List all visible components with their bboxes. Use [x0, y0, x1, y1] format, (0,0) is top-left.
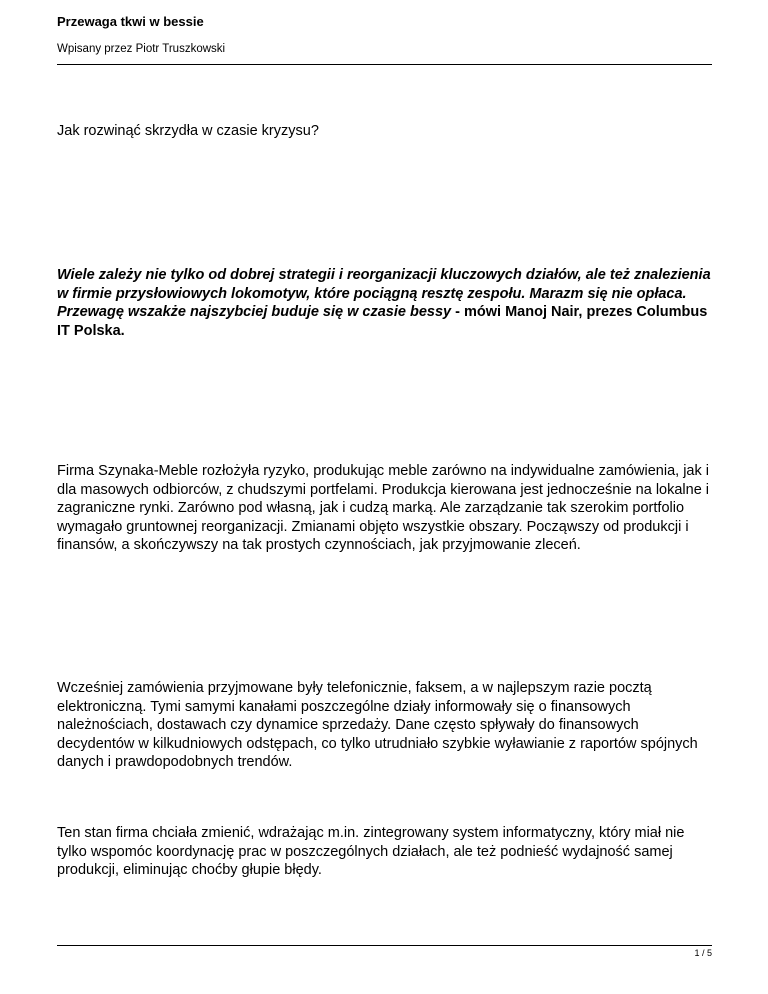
article-paragraph: Wcześniej zamówienia przyjmowane były telefonicznie, faksem, a w najlepszym razie pocztą elektroniczną. Tymi samymi kanałami poszczególne działy informowały się o finansowych należnościach, dostawach czy dynamice sprzedaży. Dane często spływały do finansowych decydentów w kilkudniowych odstępach, co tylko utrudniało szybkie wyławianie z raportów spójnych danych i prawdopodobnych trendów.	[57, 680, 698, 770]
article-lead-italic: Wiele zależy nie tylko od dobrej strategii i reorganizacji kluczowych działów, ale też znalezienia w firmie przysłowiowych lokomotyw, które pociągną resztę zespołu. Marazm się nie opłaca. Przewagę wszakże najszybciej buduje się w czasie bessy	[57, 267, 711, 320]
article-paragraph: Ten stan firma chciała zmienić, wdrażając m.in. zintegrowany system informatyczny, który miał nie tylko wspomóc koordynację prac w poszczególnych działach, ale też podnieść wydajność samej produkcji, eliminując choćby głupie błędy.	[57, 825, 685, 878]
article-lead-attribution: - mówi Manoj Nair, prezes Columbus IT Polska.	[57, 304, 708, 339]
article-lead	[57, 266, 712, 340]
article-question: Jak rozwinąć skrzydła w czasie kryzysu?	[57, 123, 319, 139]
header-divider	[57, 64, 712, 65]
page-header-title: Przewaga tkwi w bessie	[57, 14, 204, 29]
page-header-author: Wpisany przez Piotr Truszkowski	[57, 43, 226, 55]
page-number: 1 / 5	[694, 948, 712, 958]
footer-divider	[57, 945, 712, 946]
article-paragraph: Firma Szynaka-Meble rozłożyła ryzyko, produkując meble zarówno na indywidualne zamówienia, jak i dla masowych odbiorców, z chudszymi portfelami. Produkcja kierowana jest jednocześnie na lokalne i zagraniczne rynki. Zarówno pod własną, jak i cudzą marką. Ale zarządzanie tak szerokim portfolio wymagało gruntownej reorganizacji. Zmianami objęto wszystkie obszary. Począwszy od produkcji i finansów, a skończywszy na tak prostych czynnościach, jak przyjmowanie zleceń.	[57, 463, 710, 553]
